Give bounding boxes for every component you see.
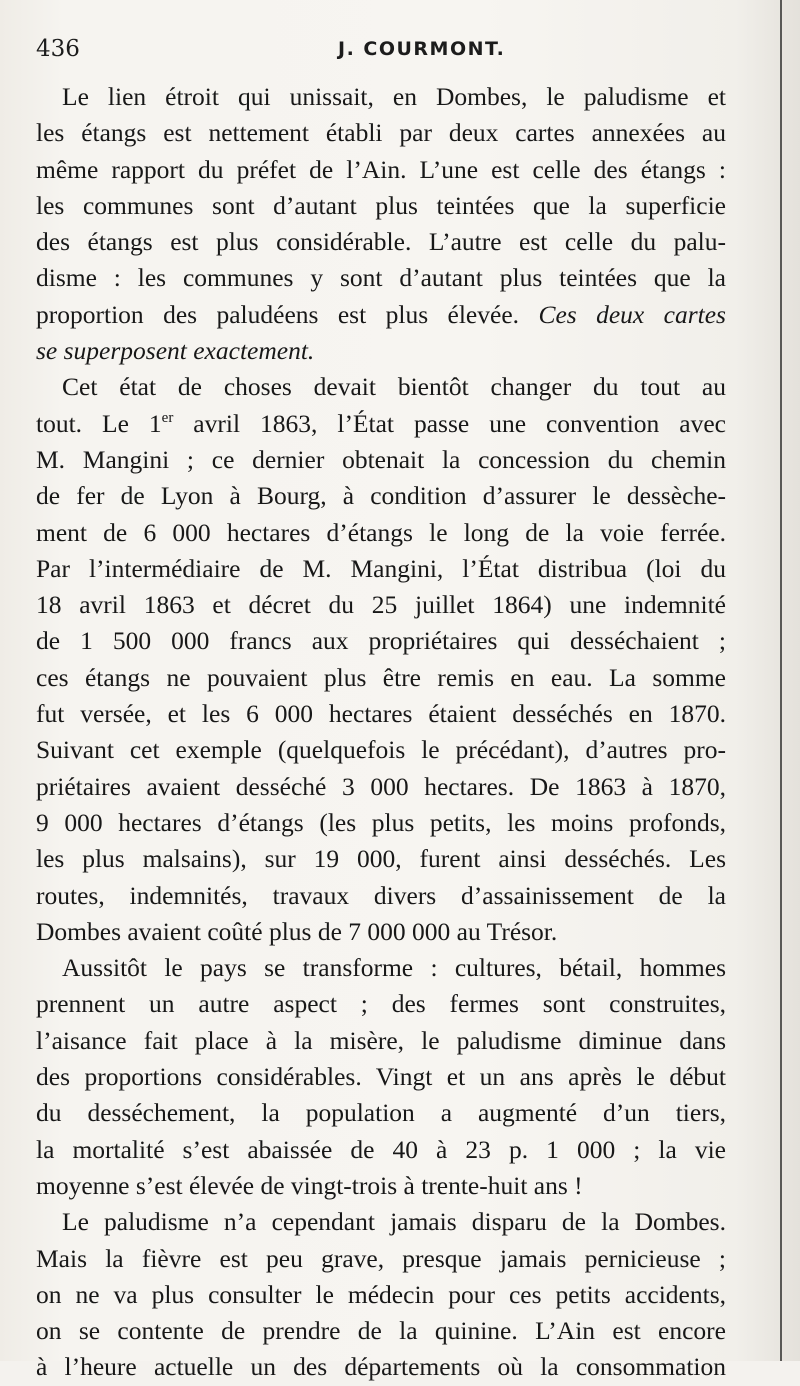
line-text: de 1 500 000 francs aux propriétaires qui desséchaient ;: [36, 626, 726, 656]
page-edge-rule: [780, 0, 782, 1361]
line-text: tout. Le 1: [36, 408, 162, 438]
line-text: les étangs est nettement établi par deux cartes annexées au: [36, 118, 726, 148]
text-line: [36, 1277, 726, 1313]
text-line: [36, 297, 726, 333]
text-line: [36, 1059, 726, 1095]
line-text: Suivant cet exemple (quelquefois le précédant), d’autres pro-: [36, 735, 726, 765]
line-text: de fer de Lyon à Bourg, à condition d’assurer le dessèche-: [36, 481, 726, 511]
text-line: [36, 950, 726, 986]
line-text: 9 000 hectares d’étangs (les plus petits, les moins profonds,: [36, 807, 726, 837]
text-line: [36, 1204, 726, 1240]
line-text-continued: avril 1863, l’État passe une convention avec: [173, 408, 726, 438]
italic-emphasis: Ces deux cartes: [538, 299, 726, 329]
text-line: [36, 1241, 726, 1277]
text-line: [36, 79, 726, 115]
text-line: [36, 623, 726, 659]
page-number: 436: [36, 36, 80, 62]
line-text: M. Mangini ; ce dernier obtenait la concession du chemin: [36, 444, 726, 474]
text-line: [36, 1168, 726, 1204]
text-line: [36, 224, 726, 260]
line-text: les communes sont d’autant plus teintées que la superficie: [36, 190, 726, 220]
line-text: du desséchement, la population a augmenté d’un tiers,: [36, 1098, 726, 1128]
text-line: [36, 115, 726, 151]
line-text: même rapport du préfet de l’Ain. L’une est celle des étangs :: [36, 154, 726, 184]
text-line: [36, 551, 726, 587]
line-text: à l’heure actuelle un des départements où la consommation: [36, 1352, 726, 1382]
line-text: Le paludisme n’a cependant jamais disparu de la Dombes.: [62, 1207, 726, 1237]
text-line: [36, 1095, 726, 1131]
text-line: [36, 188, 726, 224]
line-text: les plus malsains), sur 19 000, furent ainsi desséchés. Les: [36, 844, 726, 874]
line-text: ces étangs ne pouvaient plus être remis en eau. La somme: [36, 662, 726, 692]
line-text: des proportions considérables. Vingt et un ans après le début: [36, 1062, 726, 1092]
text-line: [36, 406, 726, 442]
text-line: [36, 587, 726, 623]
text-line: [36, 478, 726, 514]
text-line: [36, 333, 726, 369]
line-text: proportion des paludéens est plus élevée.: [36, 299, 520, 329]
text-line: [36, 769, 726, 805]
italic-emphasis: se superposent exactement.: [36, 336, 315, 366]
text-line: [36, 986, 726, 1022]
line-text: Par l’intermédiaire de M. Mangini, l’État distribua (loi du: [36, 553, 726, 583]
line-text: Mais la fièvre est peu grave, presque jamais pernicieuse ;: [36, 1243, 726, 1273]
text-line: [36, 805, 726, 841]
text-line: [36, 1132, 726, 1168]
line-text: 18 avril 1863 et décret du 25 juillet 1864) une indemnité: [36, 590, 726, 620]
line-text: on ne va plus consulter le médecin pour ces petits accidents,: [36, 1279, 726, 1309]
text-line: [36, 914, 726, 950]
running-head: J. COURMONT.: [338, 38, 506, 60]
line-text: Dombes avaient coûté plus de 7 000 000 au Trésor.: [36, 916, 558, 946]
line-text: Cet état de choses devait bientôt changer du tout au: [62, 372, 726, 402]
text-line: [36, 1023, 726, 1059]
text-line: [36, 369, 726, 405]
line-text: prennent un autre aspect ; des fermes sont construites,: [36, 989, 726, 1019]
text-line: [36, 696, 726, 732]
line-text: priétaires avaient desséché 3 000 hectares. De 1863 à 1870,: [36, 771, 726, 801]
line-text: moyenne s’est élevée de vingt-trois à trente-huit ans !: [36, 1170, 583, 1200]
text-line: [36, 732, 726, 768]
text-line: [36, 442, 726, 478]
line-text: Le lien étroit qui unissait, en Dombes, le paludisme et: [62, 82, 726, 111]
text-line: [36, 260, 726, 296]
superscript: er: [161, 409, 174, 426]
line-text: des étangs est plus considérable. L’autre est celle du palu-: [36, 227, 726, 257]
line-text: disme : les communes y sont d’autant plus teintées que la: [36, 263, 726, 293]
line-text: fut versée, et les 6 000 hectares étaient desséchés en 1870.: [36, 699, 726, 729]
text-line: [36, 152, 726, 188]
text-line: [36, 660, 726, 696]
text-line: [36, 515, 726, 551]
line-text: ment de 6 000 hectares d’étangs le long de la voie ferrée.: [36, 517, 726, 547]
line-text: routes, indemnités, travaux divers d’assainissement de la: [36, 880, 726, 910]
line-text: on se contente de prendre de la quinine. L’Ain est encore: [36, 1316, 726, 1346]
text-line: [36, 1349, 726, 1385]
text-line: [36, 841, 726, 877]
page-header: [36, 36, 726, 70]
line-text: Aussitôt le pays se transforme : cultures, bétail, hommes: [62, 953, 726, 983]
line-text: la mortalité s’est abaissée de 40 à 23 p. 1 000 ; la vie: [36, 1134, 726, 1164]
body-text: [36, 79, 726, 1386]
text-line: [36, 1313, 726, 1349]
line-text: l’aisance fait place à la misère, le paludisme diminue dans: [36, 1025, 726, 1055]
text-line: [36, 878, 726, 914]
